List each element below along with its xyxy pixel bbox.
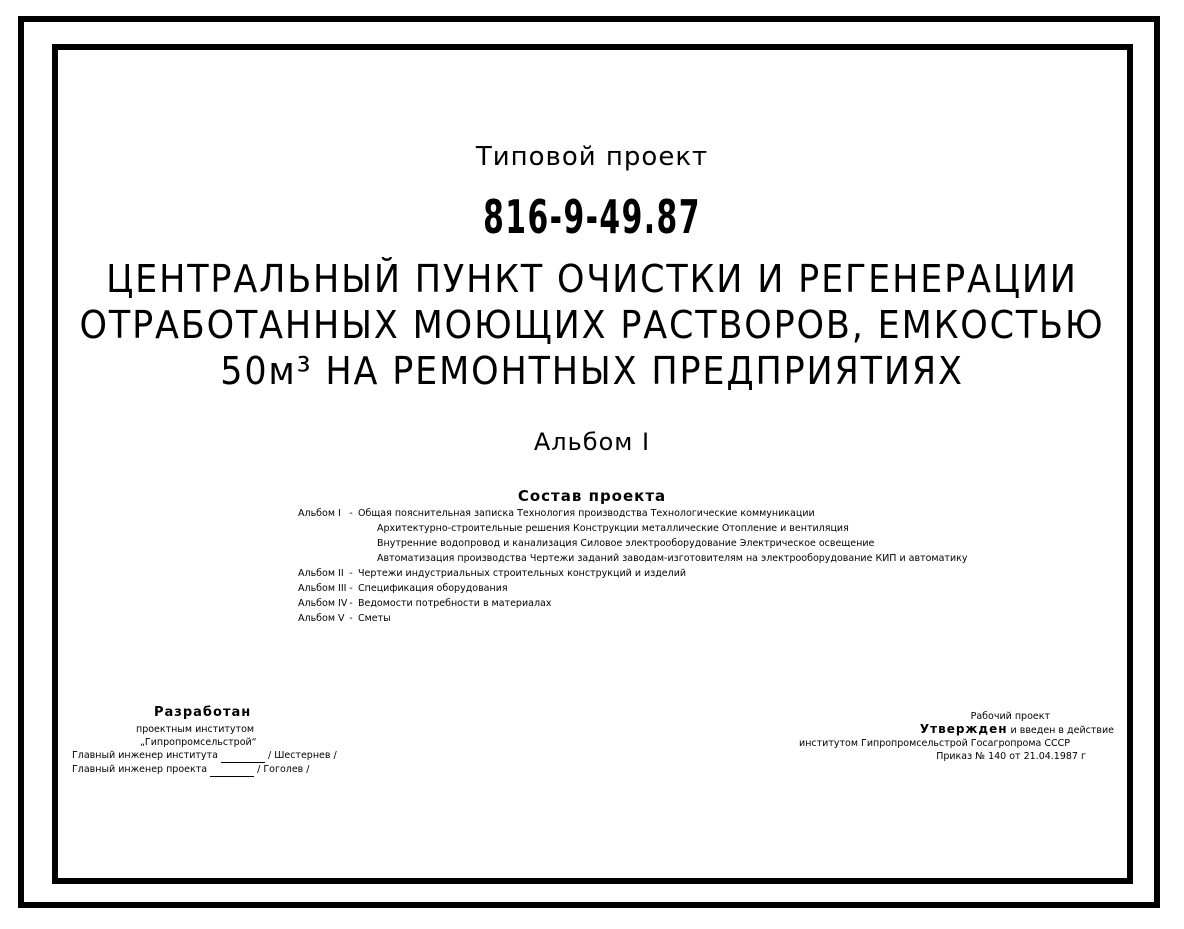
album-name: Альбом II [298,568,344,579]
dash: - [349,508,353,519]
composition-heading: Состав проекта [517,487,667,505]
list-item [298,596,968,611]
album-name: Альбом IV [298,598,348,609]
chief-project-label: Главный инженер проекта [72,764,208,775]
title-line-1: ЦЕНТРАЛЬНЫЙ ПУНКТ ОЧИСТКИ И РЕГЕНЕРАЦИИ [106,257,1078,301]
developer-line-2: „Гипропромсельстрой“ [140,737,257,748]
chief-project-name: / Гоголев / [257,764,310,775]
project-title [47,256,1136,394]
approval-line-3: институтом Гипропромсельстрой Госагропрома СССР [799,738,1070,749]
album-name: Альбом V [298,613,345,624]
approved-word: Утвержден [919,722,1008,736]
list-item [298,566,968,581]
approval-block [799,710,1114,763]
approval-line-2 [799,723,1114,737]
developer-block [72,706,337,777]
album-description: Чертежи индустриальных строительных конструкций и изделий [358,568,687,579]
list-item [298,506,968,521]
album-description: Архитектурно-строительные решения Конструкции металлические Отопление и вентиляция [377,523,849,534]
developer-line-1: проектным институтом [136,724,255,735]
album-name: Альбом III [298,583,347,594]
album-name: Альбом I [298,508,341,519]
album-description: Внутренние водопровод и канализация Силовое электрооборудование Электрическое освещение [377,538,875,549]
approval-line-2-rest: и введен в действие [1010,725,1114,736]
album-description: Общая пояснительная записка Технология производства Технологические коммуникации [358,508,815,519]
composition-list [298,506,968,626]
approval-line-1: Рабочий проект [970,711,1050,722]
project-number: 816-9-49.87 [483,190,701,244]
album-label: Альбом I [533,428,651,456]
album-description: Сметы [358,613,391,624]
album-description: Ведомости потребности в материалах [358,598,552,609]
developer-heading: Разработан [154,705,252,720]
dash: - [349,568,353,579]
album-description: Спецификация оборудования [358,583,508,594]
chief-institute-row [72,749,337,763]
title-line-2: ОТРАБОТАННЫХ МОЮЩИХ РАСТВОРОВ, ЕМКОСТЬЮ [79,303,1105,347]
type-label: Типовой проект [475,142,709,172]
album-description: Автоматизация производства Чертежи заданий заводам-изготовителям на электрооборудование КИП и автоматику [377,553,968,564]
dash: - [349,613,353,624]
signature-icon [221,749,265,763]
chief-project-row [72,763,337,777]
list-item [298,611,968,626]
title-line-3: 50м³ НА РЕМОНТНЫХ ПРЕДПРИЯТИЯХ [220,349,964,393]
chief-institute-name: / Шестернев / [267,750,337,761]
list-item [298,581,968,596]
dash: - [349,598,353,609]
dash: - [349,583,353,594]
chief-institute-label: Главный инженер института [72,750,218,761]
approval-line-4: Приказ № 140 от 21.04.1987 г [936,751,1086,762]
signature-icon [210,763,254,777]
